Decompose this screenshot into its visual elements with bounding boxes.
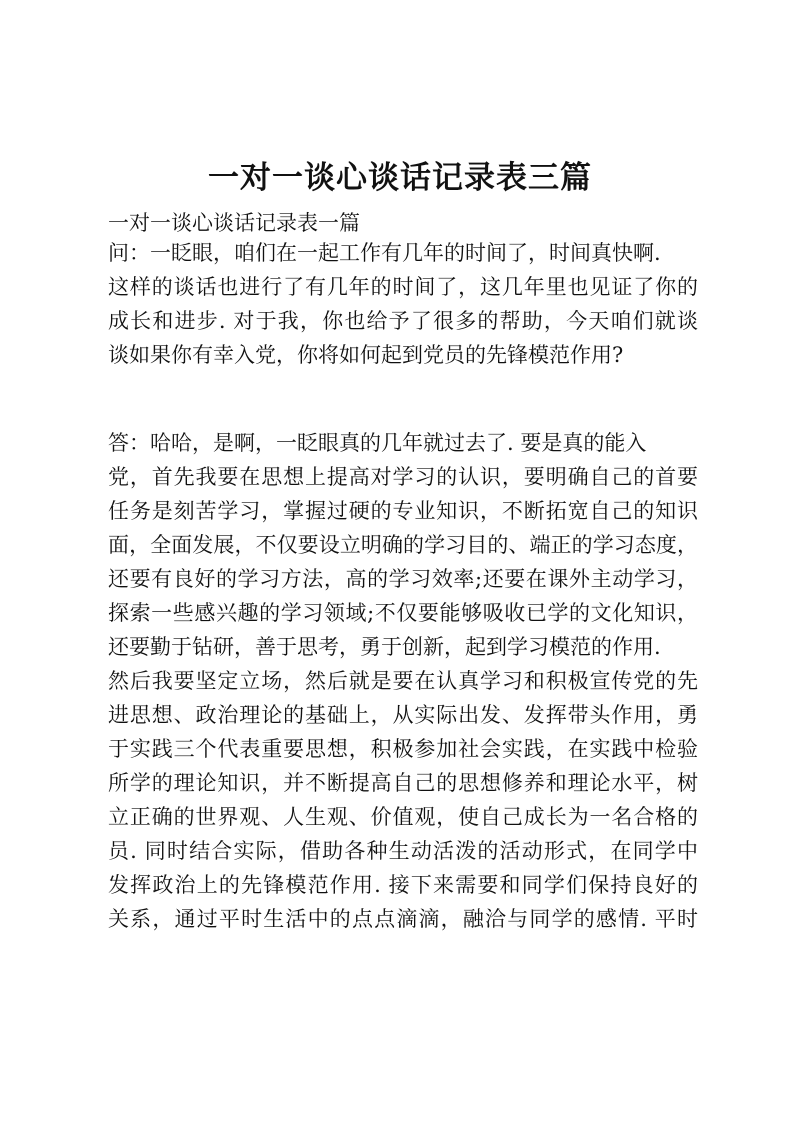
paragraph-line: 面，全面发展，不仅要设立明确的学习目的、端正的学习态度， xyxy=(108,533,698,557)
paragraph-line: 员. 同时结合实际，借助各种生动活泼的活动形式，在同学中 xyxy=(108,839,698,863)
paragraph-line: 还要有良好的学习方法，高的学习效率;还要在课外主动学习， xyxy=(108,567,698,591)
paragraph-line: 成长和进步. 对于我，你也给予了很多的帮助，今天咱们就谈 xyxy=(108,309,698,333)
paragraph-line: 然后我要坚定立场，然后就是要在认真学习和积极宣传党的先 xyxy=(108,669,698,693)
paragraph-line: 探索一些感兴趣的学习领域;不仅要能够吸收已学的文化知识， xyxy=(108,601,698,625)
paragraph-line: 关系，通过平时生活中的点点滴滴，融洽与同学的感情. 平时 xyxy=(108,907,698,931)
paragraph-line: 这样的谈话也进行了有几年的时间了，这几年里也见证了你的 xyxy=(108,275,698,299)
question-paragraph xyxy=(108,236,698,372)
paragraph-line: 答：哈哈，是啊，一眨眼真的几年就过去了. 要是真的能入 xyxy=(108,431,647,455)
paragraph-line: 于实践三个代表重要思想，积极参加社会实践，在实践中检验 xyxy=(108,737,698,761)
paragraph-line: 还要勤于钻研，善于思考，勇于创新，起到学习模范的作用. xyxy=(108,635,661,659)
paragraph-line: 发挥政治上的先锋模范作用. 接下来需要和同学们保持良好的 xyxy=(108,873,698,897)
paragraph-line: 党，首先我要在思想上提高对学习的认识，要明确自己的首要 xyxy=(108,465,698,489)
paragraph-line: 任务是刻苦学习，掌握过硬的专业知识，不断拓宽自己的知识 xyxy=(108,499,698,523)
paragraph-line: 立正确的世界观、人生观、价值观，使自己成长为一名合格的 xyxy=(108,805,698,829)
paragraph-line: 谈如果你有幸入党，你将如何起到党员的先锋模范作用? xyxy=(108,343,624,367)
paragraph-line: 所学的理论知识，并不断提高自己的思想修养和理论水平，树 xyxy=(108,771,698,795)
section-heading: 一对一谈心谈话记录表一篇 xyxy=(108,211,360,235)
paragraph-line: 问：一眨眼，咱们在一起工作有几年的时间了，时间真快啊. xyxy=(108,241,661,265)
paragraph-line: 进思想、政治理论的基础上，从实际出发、发挥带头作用，勇 xyxy=(108,703,698,727)
answer-paragraph xyxy=(108,426,698,936)
document-title: 一对一谈心谈话记录表三篇 xyxy=(208,160,592,196)
